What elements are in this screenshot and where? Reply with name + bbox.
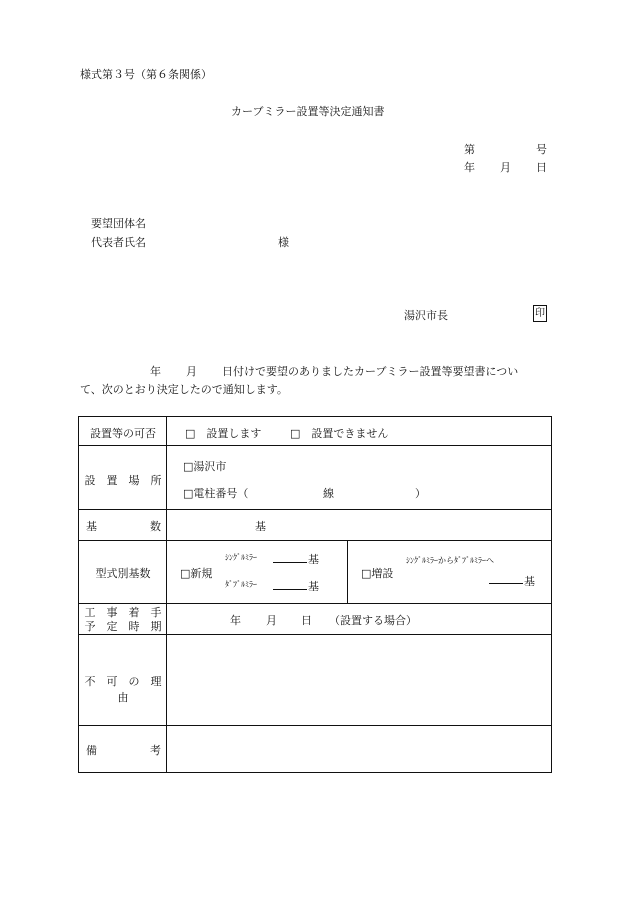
double-count-blank[interactable] (273, 580, 307, 590)
remarks-field[interactable] (169, 728, 547, 770)
addressee-org: 要望団体名 (91, 217, 146, 230)
start-year: 年 (230, 614, 241, 627)
double-mirror-label: ﾀﾞﾌﾞﾙﾐﾗｰ (225, 580, 257, 589)
convert-label: ｼﾝｸﾞﾙﾐﾗｰからﾀﾞﾌﾞﾙﾐﾗｰへ (406, 556, 494, 565)
label-remarks-a: 備 (86, 744, 97, 757)
addressee-rep: 代表者氏名 (91, 236, 146, 249)
start-month: 月 (266, 614, 277, 627)
body-line2: て、次のとおり決定したので通知します。 (80, 383, 288, 396)
start-note: （設置する場合） (329, 614, 417, 627)
label-possibility: 設置等の可否 (90, 427, 156, 440)
pole-close-paren: ） (415, 487, 426, 500)
date-year: 年 (464, 161, 475, 174)
reason-field[interactable] (169, 637, 547, 723)
double-unit: 基 (308, 580, 319, 593)
start-day: 日 (301, 614, 312, 627)
option-add[interactable]: □増設 (361, 567, 394, 580)
body-month: 月 (186, 365, 197, 378)
body-line1: 日付けで要望のありましたカーブミラー設置等要望書につい (222, 365, 519, 378)
label-reason: 不 可 の 理 由 (84, 675, 173, 704)
issuer-name: 湯沢市長 (404, 309, 448, 322)
label-count-a: 基 (86, 520, 97, 533)
seal-mark: 印 (533, 305, 547, 322)
addressee-sama: 様 (278, 236, 289, 249)
option-yuzawa-city[interactable]: □湯沢市 (183, 460, 227, 473)
label-location: 設 置 場 所 (84, 474, 162, 487)
label-start-l2: 予 定 時 期 (84, 620, 162, 633)
doc-number-dai: 第 (464, 143, 475, 156)
option-new[interactable]: □新規 (180, 567, 213, 580)
date-day: 日 (536, 161, 547, 174)
label-count-b: 数 (150, 520, 161, 533)
count-unit: 基 (255, 520, 266, 533)
convert-count-blank[interactable] (489, 574, 523, 584)
body-year: 年 (150, 365, 161, 378)
label-type-count: 型式別基数 (95, 567, 151, 580)
single-unit: 基 (308, 553, 319, 566)
decision-table (78, 416, 552, 773)
single-mirror-label: ｼﾝｸﾞﾙﾐﾗｰ (225, 553, 257, 562)
pole-line-label: 線 (323, 487, 334, 500)
document-title: カーブミラー設置等決定通知書 (231, 105, 385, 118)
label-start-l1: 工 事 着 手 (84, 606, 162, 619)
date-month: 月 (500, 161, 511, 174)
option-cannot-install[interactable]: □ 設置できません (290, 427, 389, 440)
single-count-blank[interactable] (273, 553, 307, 563)
label-remarks-b: 考 (150, 744, 161, 757)
doc-number-go: 号 (536, 143, 547, 156)
convert-unit: 基 (524, 575, 535, 588)
form-number: 様式第３号（第６条関係） (80, 68, 212, 81)
option-pole-number[interactable]: □電柱番号（ (183, 487, 249, 500)
option-install[interactable]: □ 設置します (185, 427, 262, 440)
